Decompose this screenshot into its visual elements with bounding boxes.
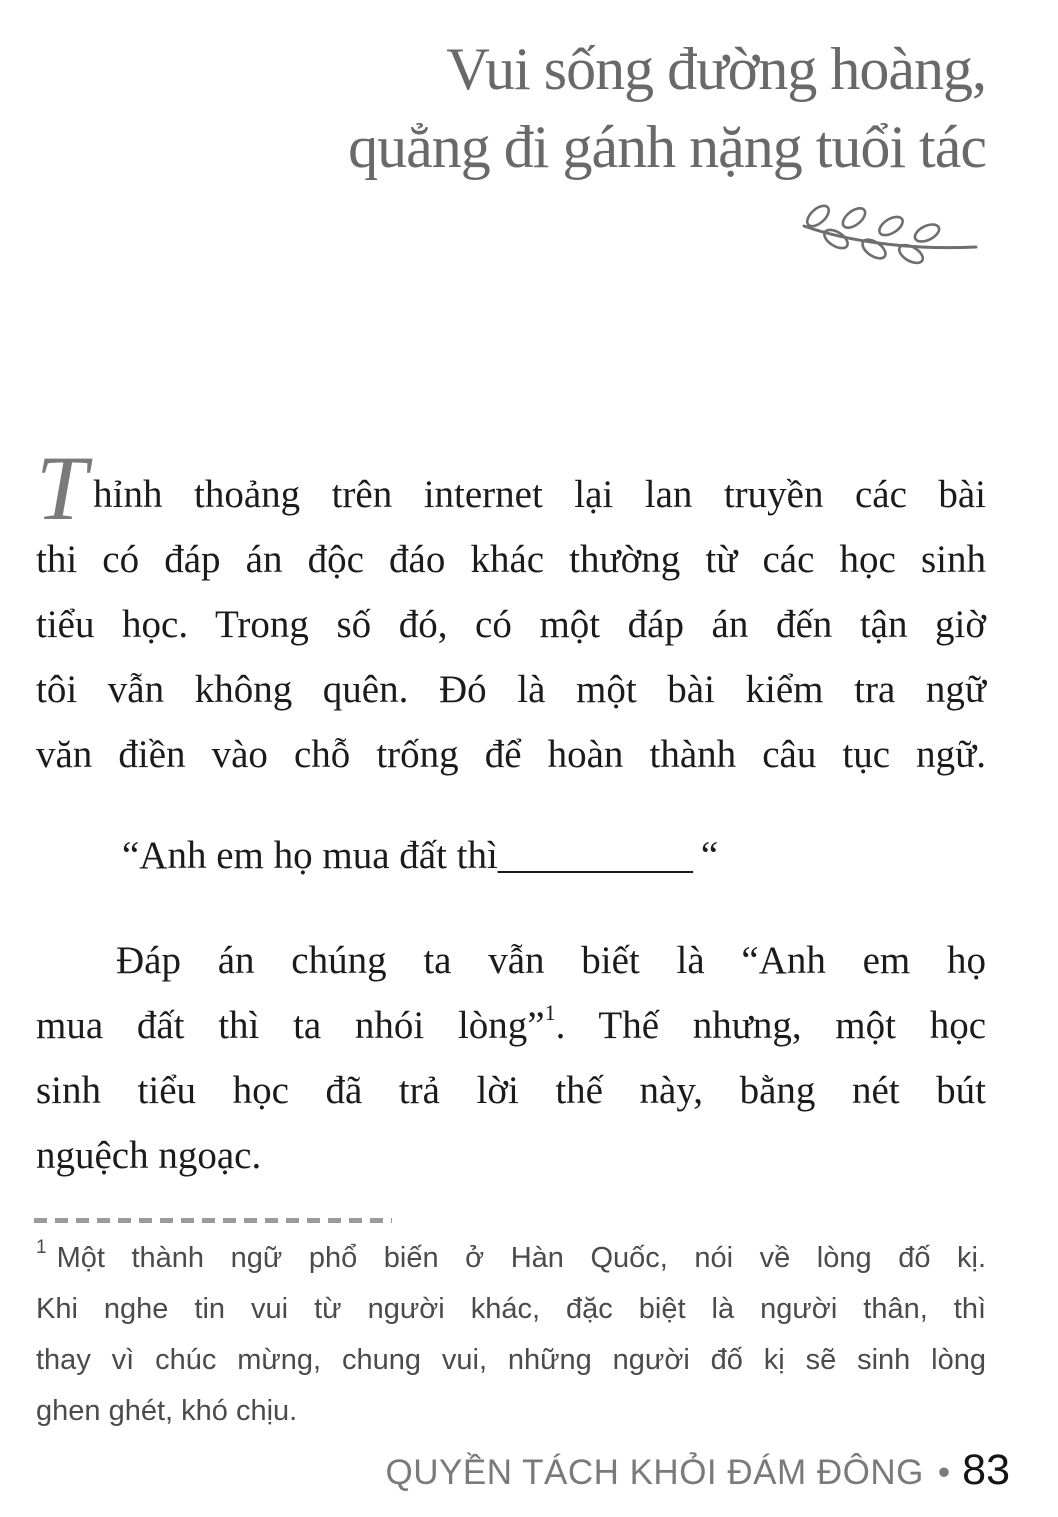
footnote-separator	[34, 1218, 392, 1223]
footnote-reference: 1	[544, 1000, 556, 1025]
paragraph-1-line-2: thi có đáp án độc đáo khác thường từ các học sinh	[36, 538, 986, 581]
chapter-title-line-1: Vui sống đường hoàng,	[446, 36, 986, 102]
fill-in-blank-quote	[122, 823, 986, 888]
body-text	[36, 437, 986, 1188]
footnote	[36, 1233, 986, 1437]
paragraph-text: hỉnh thoảng trên internet lại lan truyền các bài	[93, 473, 986, 516]
paragraph-text: . Thế nhưng, một học	[555, 1004, 986, 1047]
quote-closing-mark: “	[700, 834, 719, 877]
footnote-line-2: Khi nghe tin vui từ người khác, đặc biệt là người thân, thì	[36, 1293, 986, 1325]
paragraph-2-line-4: nguệch ngoạc.	[36, 1134, 262, 1177]
chapter-title	[36, 30, 986, 186]
footer-bullet-icon: •	[937, 1453, 951, 1492]
paragraph-1-line-1: Thỉnh thoảng trên internet lại lan truyền các bài	[36, 437, 986, 539]
quote-text: “Anh em họ mua đất thì	[122, 834, 498, 877]
title-decoration	[36, 202, 980, 266]
paragraph-1	[36, 437, 986, 787]
quote-blank: __________	[497, 834, 693, 877]
paragraph-text: mua đất thì ta nhói lòng”	[36, 1004, 545, 1047]
paragraph-1-line-5: văn điền vào chỗ trống để hoàn thành câu tục ngữ.	[36, 733, 986, 776]
footnote-line-4: ghen ghét, khó chịu.	[36, 1395, 298, 1427]
branch-flourish-icon	[794, 202, 980, 266]
page-number: 83	[962, 1446, 1010, 1494]
paragraph-2-line-3: sinh tiểu học đã trả lời thế này, bằng nét bút	[36, 1069, 986, 1112]
footnote-line-1	[36, 1233, 986, 1284]
running-title: QUYỀN TÁCH KHỎI ĐÁM ĐÔNG	[385, 1453, 924, 1492]
paragraph-2-line-2	[36, 993, 986, 1058]
paragraph-1-line-3: tiểu học. Trong số đó, có một đáp án đến tận giờ	[36, 603, 986, 646]
paragraph-2-line-1: Đáp án chúng ta vẫn biết là “Anh em họ	[116, 939, 986, 982]
page-footer	[386, 1446, 1010, 1495]
paragraph-2	[36, 928, 986, 1188]
footnote-text: Một thành ngữ phổ biến ở Hàn Quốc, nói về lòng đố kị.	[56, 1242, 986, 1274]
paragraph-1-line-4: tôi vẫn không quên. Đó là một bài kiểm tra ngữ	[36, 668, 986, 711]
footnote-line-3: thay vì chúc mừng, chung vui, những người đố kị sẽ sinh lòng	[36, 1344, 986, 1376]
chapter-title-line-2: quẳng đi gánh nặng tuổi tác	[348, 114, 986, 180]
footnote-mark: 1	[36, 1237, 47, 1258]
